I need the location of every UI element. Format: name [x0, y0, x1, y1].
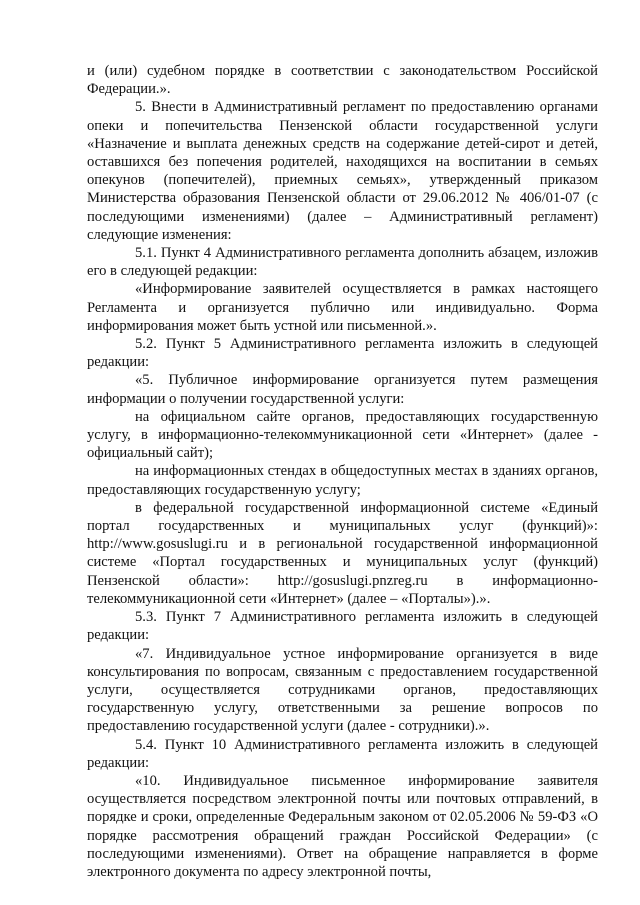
paragraph-quote-public-informing: «5. Публичное информирование организуется путем размещения информации о получении государственной услуги: — [87, 372, 598, 407]
paragraph-info-stands: на информационных стендах в общедоступных местах в зданиях органов, предоставляющих государственную услугу; — [87, 463, 598, 498]
paragraph-item-5-2: 5.2. Пункт 5 Административного регламента изложить в следующей редакции: — [87, 336, 598, 371]
paragraph-item-5-3: 5.3. Пункт 7 Административного регламента изложить в следующей редакции: — [87, 609, 598, 644]
paragraph-quote-informing: «Информирование заявителей осуществляется в рамках настоящего Регламента и организуется публично или индивидуально. Форма информирования может быть устной или письменной.». — [87, 281, 598, 334]
paragraph-official-site: на официальном сайте органов, предоставляющих государственную услугу, в информационно-телекоммуникационной сети «Интернет» (далее - официальный сайт); — [87, 408, 598, 462]
document-page — [87, 62, 598, 881]
paragraph-quote-written-informing: «10. Индивидуальное письменное информирование заявителя осуществляется посредством электронной почты или почтовых отправлений, в порядке и сроки, определенные Федеральным законом от 02.05.2006 № 59-ФЗ «О порядке рассмотрения обращений граждан Российской Федерации» (с последующими изменениями). Ответ на обращение направляется в форме электронного документа по адресу электронной почты, — [87, 772, 598, 880]
paragraph-item-5-1: 5.1. Пункт 4 Административного регламента дополнить абзацем, изложив его в следующей редакции: — [87, 245, 598, 280]
paragraph-item-5-4: 5.4. Пункт 10 Административного регламента изложить в следующей редакции: — [87, 736, 598, 771]
paragraph-quote-oral-informing: «7. Индивидуальное устное информирование организуется в виде консультирования по вопросам, связанным с предоставлением государственной услуги, осуществляется сотрудниками органов, предоставляющих государственную услугу, ответственными за решение вопросов по предоставлению государственной услуги (далее - сотрудники).». — [87, 645, 598, 735]
paragraph-item-5: 5. Внести в Административный регламент по предоставлению органами опеки и попечительства Пензенской области государственной услуги «Назначение и выплата денежных средств на содержание детей-сирот и детей, оставшихся без попечения родителей, находящихся на воспитании в семьях опекунов (попечителей), приемных семьях», утвержденный приказом Министерства образования Пензенской области от 29.06.2012 № 406/01-07 (с последующими изменениями) (далее – Административный регламент) следующие изменения: — [87, 99, 598, 243]
paragraph-continuation: и (или) судебном порядке в соответствии с законодательством Российской Федерации.». — [87, 63, 598, 98]
paragraph-portals: в федеральной государственной информационной системе «Единый портал государственных и муниципальных услуг (функций)»: http://www.gosuslugi.ru и в региональной государственной информационной системе «Портал государственных и муниципальных услуг (функций) Пензенской области»: http://gosuslugi.pnzreg.ru в информационно-телекоммуникационной сети «Интернет» (далее – «Порталы»).». — [87, 499, 598, 607]
